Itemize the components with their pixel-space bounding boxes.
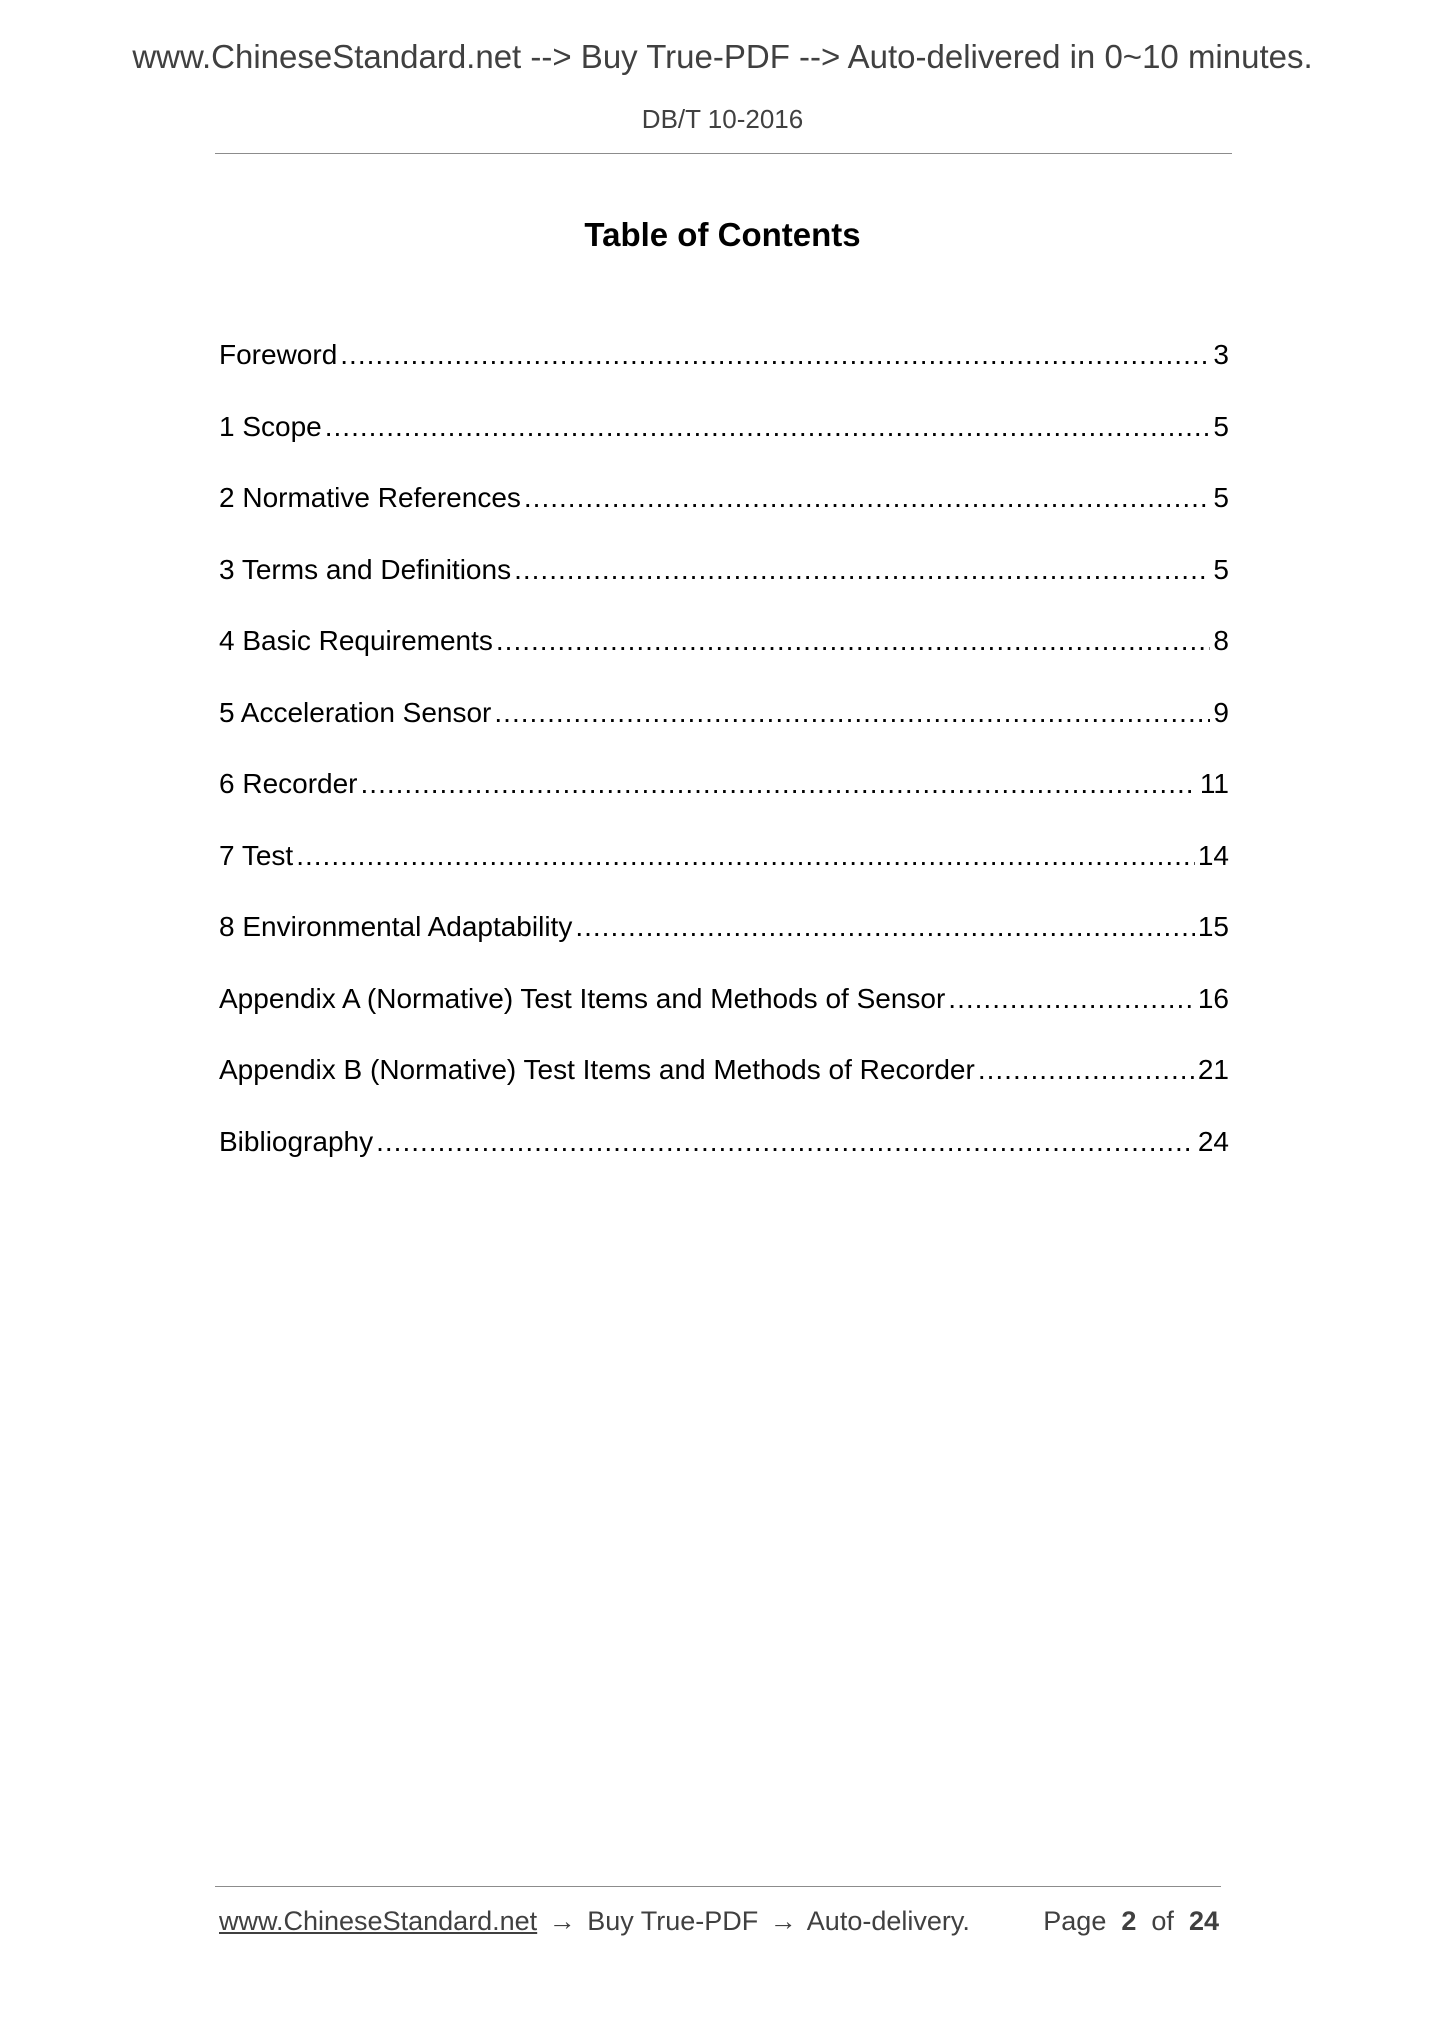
top-banner: www.ChineseStandard.net --> Buy True-PDF --> Auto-delivered in 0~10 minutes.: [132, 38, 1313, 75]
toc-entry-label: Bibliography: [219, 1125, 374, 1157]
dot-leader: [496, 621, 1211, 661]
dot-leader: [296, 836, 1195, 876]
header-divider: [215, 153, 1232, 154]
page-number: [1043, 1906, 1219, 1937]
page-word: Page: [1043, 1906, 1107, 1936]
dot-leader: [325, 407, 1211, 447]
dot-leader: [376, 1122, 1195, 1162]
dot-leader: [524, 478, 1211, 518]
footer-site-link[interactable]: www.ChineseStandard.net: [219, 1906, 538, 1936]
dot-leader: [514, 550, 1210, 590]
toc-entry-page: 5: [1213, 553, 1229, 585]
toc-entry-label: 6 Recorder: [219, 768, 358, 799]
toc-entry-label: 2 Normative References: [219, 482, 521, 513]
of-word: of: [1151, 1906, 1174, 1936]
toc-entry-page: 8: [1213, 625, 1229, 656]
dot-leader: [575, 907, 1195, 947]
current-page: 2: [1121, 1906, 1137, 1936]
toc-entry-label: 7 Test: [219, 839, 294, 871]
toc-entry-normative-references[interactable]: [219, 478, 1229, 550]
toc-entry-page: 24: [1197, 1125, 1229, 1157]
toc-entry-bibliography[interactable]: [219, 1122, 1229, 1194]
toc-entry-basic-requirements[interactable]: [219, 621, 1229, 693]
toc-entry-page: 21: [1197, 1054, 1229, 1085]
toc-entry-label: Appendix B (Normative) Test Items and Methods of Recorder: [219, 1054, 975, 1085]
toc-entry-test[interactable]: [219, 836, 1229, 908]
toc-list: [219, 335, 1229, 1193]
toc-entry-page: 14: [1197, 839, 1229, 871]
toc-entry-acceleration-sensor[interactable]: [219, 693, 1229, 765]
toc-entry-scope[interactable]: [219, 407, 1229, 479]
arrow-right-icon: →: [548, 1906, 576, 1936]
toc-entry-appendix-b[interactable]: [219, 1050, 1229, 1122]
toc-entry-foreword[interactable]: [219, 335, 1229, 407]
toc-entry-appendix-a[interactable]: [219, 979, 1229, 1051]
toc-title: Table of Contents: [584, 216, 861, 253]
toc-entry-environmental-adaptability[interactable]: [219, 907, 1229, 979]
toc-entry-page: 5: [1213, 482, 1229, 513]
page-footer: [219, 1906, 1219, 1937]
dot-leader: [361, 764, 1197, 804]
dot-leader: [948, 979, 1195, 1019]
toc-entry-page: 16: [1197, 982, 1229, 1014]
toc-entry-page: 5: [1213, 410, 1229, 442]
toc-entry-page: 11: [1199, 768, 1229, 799]
toc-entry-label: 5 Acceleration Sensor: [219, 696, 492, 728]
toc-entry-page: 15: [1197, 911, 1229, 942]
toc-entry-recorder[interactable]: [219, 764, 1229, 836]
toc-entry-terms-and-definitions[interactable]: [219, 550, 1229, 622]
footer-divider: [215, 1886, 1221, 1887]
dot-leader: [340, 335, 1210, 375]
dot-leader: [978, 1050, 1195, 1090]
document-code: DB/T 10-2016: [641, 104, 804, 134]
toc-entry-label: 4 Basic Requirements: [219, 625, 493, 656]
toc-entry-label: Appendix A (Normative) Test Items and Methods of Sensor: [219, 982, 946, 1014]
toc-entry-label: Foreword: [219, 339, 338, 370]
dot-leader: [494, 693, 1210, 733]
toc-entry-label: 8 Environmental Adaptability: [219, 911, 573, 942]
toc-entry-page: 3: [1213, 339, 1229, 370]
toc-entry-label: 1 Scope: [219, 410, 322, 442]
toc-entry-page: 9: [1213, 696, 1229, 728]
footer-buy-text: Buy True-PDF: [587, 1906, 759, 1936]
footer-delivery-text: Auto-delivery.: [806, 1906, 970, 1936]
arrow-right-icon: →: [769, 1906, 797, 1936]
total-pages: 24: [1188, 1906, 1219, 1936]
toc-entry-label: 3 Terms and Definitions: [219, 553, 512, 585]
